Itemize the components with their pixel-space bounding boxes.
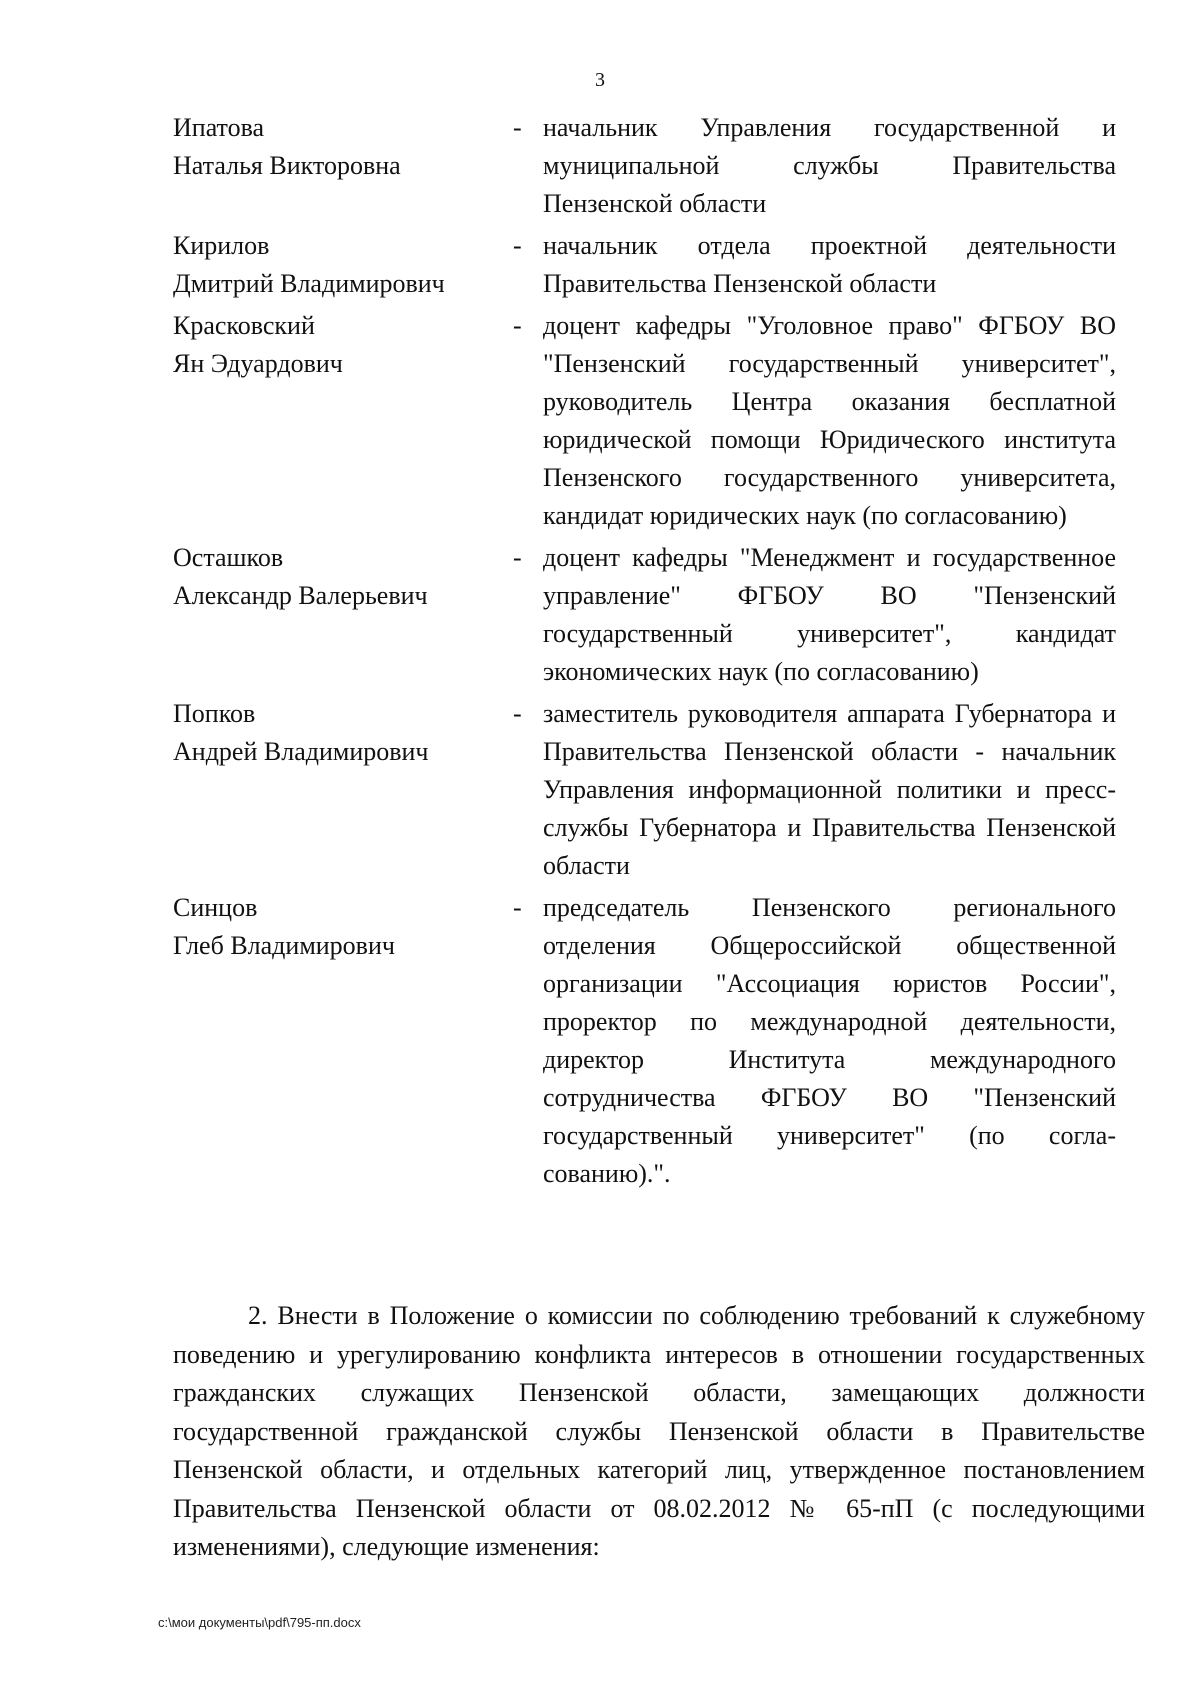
member-position: заместитель руководителя аппарата Губернатора и Правительства Пензенской области - начальник Управления информационной политики и пресс-службы Губернатора и Правительства Пензенской области xyxy=(543,699,1116,880)
member-position: доцент кафедры "Уголовное право" ФГБОУ ВО "Пензенский государственный университет", руководитель Центра оказания бесплатной юридической помощи Юридического института Пензенского государственного университета, кандидат юридических наук (по согласованию) xyxy=(543,311,1116,530)
member-entry xyxy=(173,695,1118,885)
member-name xyxy=(173,227,513,303)
member-given-names: Ян Эдуардович xyxy=(173,349,343,378)
member-name xyxy=(173,307,513,383)
member-name xyxy=(173,889,513,965)
member-entry xyxy=(173,307,1118,535)
member-surname: Красковский xyxy=(173,311,315,340)
member-entry xyxy=(173,539,1118,691)
member-position: председатель Пензенского регионального отделения Общероссийской общественной организации "Ассоциация юристов России", проректор по международной деятельности, директор Института международного сотрудничества ФГБОУ ВО "Пензенский государственный университет" (по согласованию).". xyxy=(543,893,1116,1188)
member-name xyxy=(173,539,513,615)
member-given-names: Дмитрий Владимирович xyxy=(173,269,445,298)
member-entry xyxy=(173,889,1118,1193)
member-given-names: Андрей Владимирович xyxy=(173,737,429,766)
member-name xyxy=(173,695,513,771)
member-surname: Синцов xyxy=(173,893,258,922)
commission-members-list xyxy=(173,109,1118,1197)
member-position: доцент кафедры "Менеджмент и государственное управление" ФГБОУ ВО "Пензенский государственный университет", кандидат экономических наук (по согласованию) xyxy=(543,543,1116,686)
member-surname: Ипатова xyxy=(173,113,265,142)
member-separator: - xyxy=(513,113,522,142)
member-surname: Осташков xyxy=(173,543,284,572)
member-surname: Попков xyxy=(173,699,256,728)
document-file-path: c:\мои документы\pdf\795-пп.docx xyxy=(158,1615,361,1630)
member-separator: - xyxy=(513,543,522,572)
member-given-names: Глеб Владимирович xyxy=(173,931,395,960)
member-position: начальник Управления государственной и муниципальной службы Правительства Пензенской области xyxy=(543,113,1116,218)
member-given-names: Наталья Викторовна xyxy=(173,151,401,180)
amendment-paragraph: 2. Внести в Положение о комиссии по соблюдению требований к служебному поведению и урегулированию конфликта интересов в отношении государственных гражданских служащих Пензенской области, замещающих должности государственной гражданской службы Пензенской области в Правительстве Пензенской области, и отдельных категорий лиц, утвержденное постановлением Правительства Пензенской области от 08.02.2012 № 65-пП (с последующими изменениями), следующие изменения: xyxy=(173,1301,1145,1561)
member-surname: Кирилов xyxy=(173,231,270,260)
member-entry xyxy=(173,227,1118,303)
member-separator: - xyxy=(513,311,522,340)
member-separator: - xyxy=(513,699,522,728)
member-position: начальник отдела проектной деятельности Правительства Пензенской области xyxy=(543,231,1116,298)
member-separator: - xyxy=(513,893,522,922)
member-name xyxy=(173,109,513,185)
member-separator: - xyxy=(513,231,522,260)
page-number: 3 xyxy=(595,69,605,91)
member-given-names: Александр Валерьевич xyxy=(173,581,428,610)
member-entry xyxy=(173,109,1118,223)
